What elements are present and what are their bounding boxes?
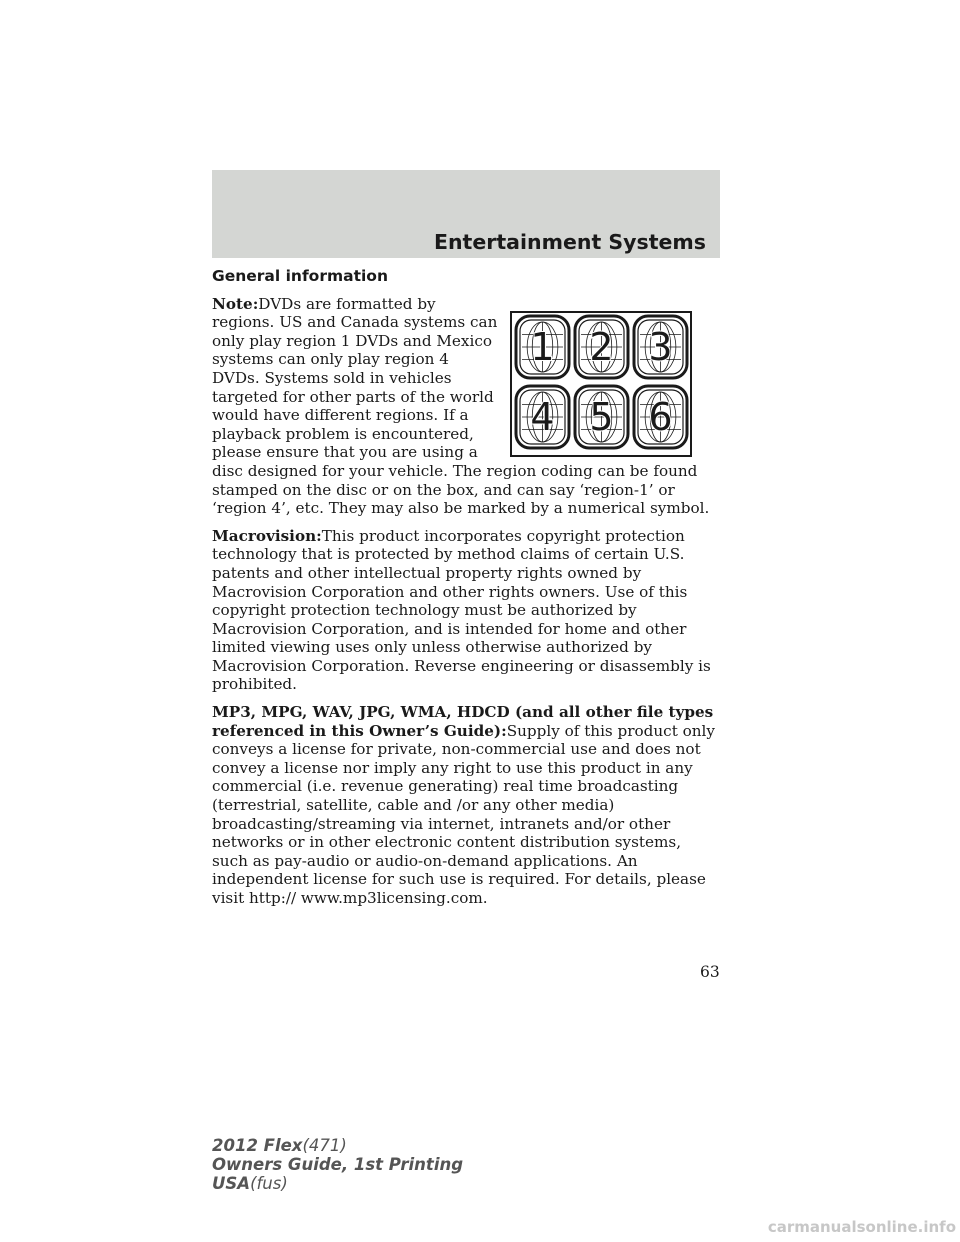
page-title: Entertainment Systems <box>433 230 706 254</box>
note-lead: Note: <box>212 294 259 313</box>
region-globe-grid <box>510 311 692 457</box>
macrovision-paragraph <box>212 527 720 694</box>
footer <box>212 1136 463 1193</box>
watermark: carmanualsonline.info <box>767 1218 956 1236</box>
region-number-label: 2 <box>589 324 614 369</box>
footer-model-code: (471) <box>302 1136 347 1155</box>
header-band <box>212 170 720 258</box>
region-number-label: 6 <box>648 394 673 439</box>
footer-line-3 <box>212 1174 463 1193</box>
region-3-symbol <box>634 316 687 378</box>
macrovision-lead: Macrovision: <box>212 526 322 545</box>
region-2-symbol <box>575 316 628 378</box>
footer-line-2: Owners Guide, 1st Printing <box>212 1155 464 1174</box>
macrovision-text: This product incorporates copyright protection technology that is protected by method claims of certain U.S. patents and other intellectual property rights owned by Macrovision Corporation and other rights owners. Use of this copyright protection technology must be authorized by Macrovision Corporation, and is intended for home and other limited viewing uses only unless otherwise authorized by Macrovision Corporation. Reverse engineering or disassembly is prohibited. <box>212 526 711 694</box>
footer-model: 2012 Flex <box>212 1136 303 1155</box>
footer-market: USA <box>212 1174 251 1193</box>
region-number-label: 5 <box>589 394 614 439</box>
footer-line-1 <box>212 1136 463 1155</box>
region-6-symbol <box>634 386 687 448</box>
section-heading: General information <box>212 267 388 285</box>
region-number-label: 4 <box>530 394 555 439</box>
main-content <box>212 267 720 917</box>
filetypes-lead: MP3, MPG, WAV, JPG, WMA, HDCD (and all other file types referenced in this Owner’s Guide): <box>212 703 714 740</box>
region-5-symbol <box>575 386 628 448</box>
filetypes-text: Supply of this product only conveys a license for private, non-commercial use and does not convey a license nor imply any right to use this product in any commercial (i.e. revenue generating) real time broadcasting (terrestrial, satellite, cable and /or any other media) broadcasting/streaming via internet, intranets and/or other networks or in other electronic content distribution systems, such as pay-audio or audio-on-demand applications. An independent license for such use is required. For details, please visit http:// www.mp3licensing.com. <box>212 721 715 907</box>
filetypes-paragraph <box>212 703 720 908</box>
dvd-region-symbols-figure <box>510 311 692 457</box>
page-number: 63 <box>700 963 720 981</box>
note-text: DVDs are formatted by regions. US and Canada systems can only play region 1 DVDs and Mexico systems can only play region 4 DVDs. Systems sold in vehicles targeted for other parts of the world would have different regions. If a playback problem is encountered, please ensure that you are using a disc designed for your vehicle. The region coding can be found stamped on the disc or on the box, and can say ‘region-1’ or ‘region 4’, etc. They may also be marked by a numerical symbol. <box>212 294 710 518</box>
region-4-symbol <box>516 386 569 448</box>
region-number-label: 3 <box>648 324 673 369</box>
footer-market-code: (fus) <box>250 1174 288 1193</box>
region-number-label: 1 <box>530 324 555 369</box>
region-1-symbol <box>516 316 569 378</box>
